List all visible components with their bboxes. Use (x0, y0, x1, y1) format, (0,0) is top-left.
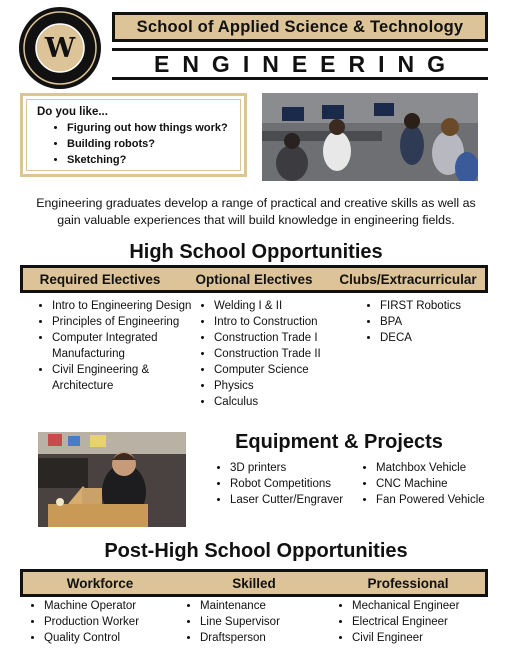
list-item: • Building robots? (67, 136, 236, 152)
equipment-list-left (214, 460, 380, 508)
school-name: School of Applied Science & Technology (136, 17, 464, 36)
post-high-school-title: Post-High School Opportunities (104, 540, 408, 562)
list-item: • Machine Operator (44, 598, 194, 614)
post-high-school-header-bar (20, 569, 488, 597)
professional-list (336, 598, 512, 646)
list-item: • Construction Trade II (214, 346, 374, 362)
list-item: • Maintenance (200, 598, 350, 614)
list-item: • Computer Science (214, 362, 374, 378)
skilled-list (184, 598, 350, 646)
clubs-list (364, 298, 512, 346)
workforce-list (28, 598, 194, 646)
high-school-title: High School Opportunities (129, 241, 383, 263)
school-name-bar (112, 12, 488, 42)
list-item: • FIRST Robotics (380, 298, 512, 314)
list-item: • Electrical Engineer (352, 614, 512, 630)
equipment-title: Equipment & Projects (235, 431, 443, 453)
logo-letter: W (44, 33, 76, 64)
list-item: • Mechanical Engineer (352, 598, 512, 614)
list-item: • Principles of Engineering (52, 314, 202, 330)
list-item: • Draftsperson (200, 630, 350, 646)
required-electives-list (36, 298, 202, 394)
student-photo (38, 432, 186, 527)
list-item: • Line Supervisor (200, 614, 350, 630)
list-item: • CNC Machine (376, 476, 512, 492)
list-item: • 3D printers (230, 460, 380, 476)
list-item: • Fan Powered Vehicle (376, 492, 512, 508)
page-title: ENGINEERING (112, 48, 488, 80)
academy-logo (18, 6, 102, 90)
list-item: • Civil Engineer (352, 630, 512, 646)
list-item: • DECA (380, 330, 512, 346)
optional-electives-list (198, 298, 374, 410)
list-item: • Physics (214, 378, 374, 394)
list-item: • Matchbox Vehicle (376, 460, 512, 476)
column-header: Skilled (232, 575, 276, 591)
intro-text: Engineering graduates develop a range of practical and creative skills as well as gain valuable experiences that will build knowledge in engineering fields. (36, 196, 476, 227)
list-item: • Intro to Construction (214, 314, 374, 330)
list-item: • Civil Engineering & Architecture (52, 362, 202, 394)
list-item: • Intro to Engineering Design (52, 298, 202, 314)
do-you-like-list (31, 120, 236, 168)
list-item: • Computer Integrated Manufacturing (52, 330, 202, 362)
high-school-header-bar (20, 265, 488, 293)
classroom-photo (262, 93, 478, 181)
do-you-like-box (20, 93, 247, 177)
list-item: • Calculus (214, 394, 374, 410)
list-item: • Quality Control (44, 630, 194, 646)
list-item: • Construction Trade I (214, 330, 374, 346)
column-header: Optional Electives (195, 271, 313, 287)
list-item: • Robot Competitions (230, 476, 380, 492)
list-item: • Sketching? (67, 152, 236, 168)
list-item: • Welding I & II (214, 298, 374, 314)
list-item: • BPA (380, 314, 512, 330)
column-header: Clubs/Extracurricular (339, 271, 477, 287)
list-item: • Figuring out how things work? (67, 120, 236, 136)
do-you-like-title: Do you like... (37, 106, 108, 118)
column-header: Professional (367, 575, 449, 591)
list-item: • Laser Cutter/Engraver (230, 492, 380, 508)
column-header: Workforce (66, 575, 134, 591)
list-item: • Production Worker (44, 614, 194, 630)
equipment-list-right (360, 460, 512, 508)
column-header: Required Electives (39, 271, 161, 287)
